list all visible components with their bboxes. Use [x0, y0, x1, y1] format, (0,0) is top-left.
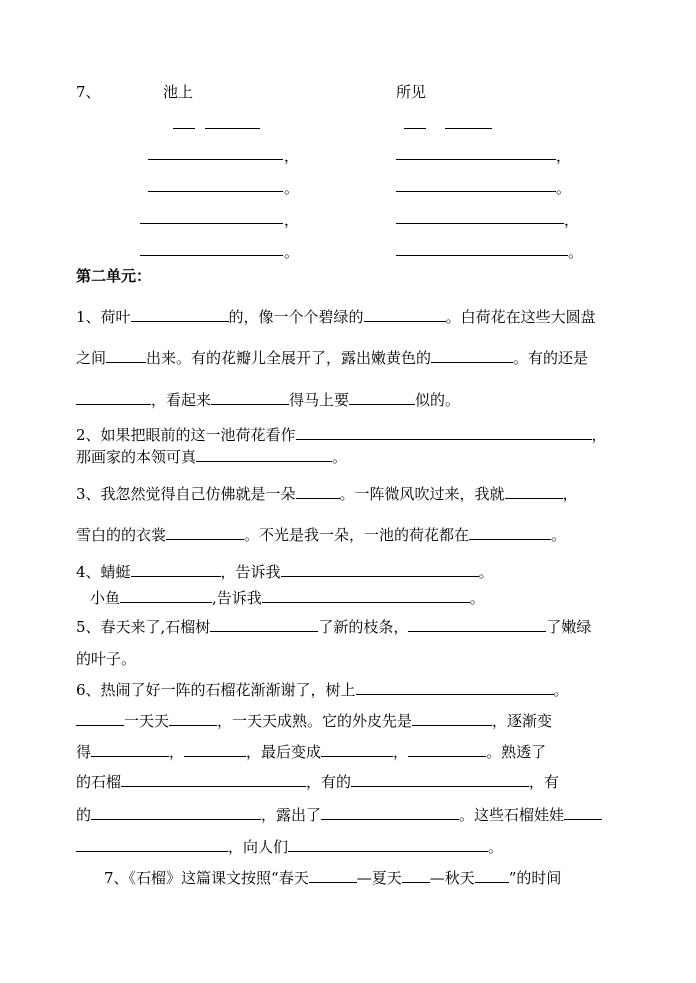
text: 5、春天来了,石榴树 — [76, 618, 211, 636]
q6-line-3 — [76, 742, 546, 762]
blank[interactable] — [76, 711, 124, 726]
q2-line-2 — [76, 447, 347, 467]
poem1-line-3[interactable] — [140, 223, 283, 224]
text: 的 — [76, 806, 92, 824]
text: 。 — [551, 526, 567, 544]
q5-line-2 — [76, 649, 136, 669]
text: 小鱼 — [90, 589, 121, 607]
q1-line-1 — [76, 307, 596, 327]
q3-line-1 — [76, 484, 578, 504]
punct: ， — [564, 211, 580, 229]
q3-line-2 — [76, 525, 566, 545]
text: 的石榴 — [76, 773, 122, 791]
q1-line-3 — [76, 390, 460, 410]
blank[interactable] — [106, 348, 146, 363]
poem2-line-1[interactable] — [396, 159, 556, 160]
text: ，露出了 — [261, 806, 322, 824]
text: 。 — [478, 563, 494, 581]
blank[interactable] — [166, 525, 244, 540]
text: ， — [591, 426, 607, 444]
blank[interactable] — [402, 868, 430, 883]
text: 。 — [469, 589, 485, 607]
text: ，最后变成 — [246, 743, 322, 761]
blank[interactable] — [351, 772, 529, 787]
blank[interactable] — [296, 425, 592, 440]
text: —夏天 — [356, 869, 402, 887]
text: 了新的枝条， — [318, 618, 409, 636]
blank[interactable] — [505, 484, 563, 499]
blank[interactable] — [469, 525, 551, 540]
blank[interactable] — [321, 805, 459, 820]
text: ，有 — [529, 773, 560, 791]
q4-line-1 — [76, 562, 494, 582]
text: 的叶子。 — [76, 650, 137, 668]
q7-line-1 — [104, 868, 561, 888]
blank[interactable] — [296, 484, 340, 499]
blank[interactable] — [196, 447, 332, 462]
author-blank-2[interactable] — [445, 128, 492, 129]
text: 出来。有的花瓣儿全展开了，露出嫩黄色的 — [146, 349, 432, 367]
poem-title-suojian: 所见 — [396, 83, 427, 101]
blank[interactable] — [131, 307, 229, 322]
text: 4、蜻蜓 — [76, 563, 131, 581]
blank[interactable] — [210, 617, 318, 632]
blank[interactable] — [131, 562, 221, 577]
q6-line-6 — [76, 837, 503, 857]
text: 2、如果把眼前的这一池荷花看作 — [76, 426, 296, 444]
text: ，向人们 — [228, 838, 289, 856]
text: 7、《石榴》这篇课文按照“春天 — [104, 869, 309, 887]
punct: ， — [284, 147, 300, 165]
blank[interactable] — [408, 742, 486, 757]
poem2-line-2[interactable] — [396, 191, 556, 192]
text: 。熟透了 — [486, 743, 547, 761]
text: 的，像一个个碧绿的 — [228, 308, 364, 326]
blank[interactable] — [262, 588, 470, 603]
poem1-line-1[interactable] — [148, 159, 283, 160]
text: ”的时间 — [508, 869, 562, 887]
text: 了嫩绿 — [546, 618, 592, 636]
text: 。白荷花在这些大圆盘 — [445, 308, 596, 326]
blank[interactable] — [76, 837, 228, 852]
text: 。有的还是 — [513, 349, 589, 367]
blank[interactable] — [356, 680, 554, 695]
text: 3、我忽然觉得自己仿佛就是一朵 — [76, 485, 296, 503]
blank[interactable] — [121, 772, 306, 787]
blank[interactable] — [349, 390, 415, 405]
punct: ， — [284, 211, 300, 229]
blank[interactable] — [91, 742, 169, 757]
text: ，看起来 — [151, 391, 212, 409]
text: 。不光是我一朵，一池的荷花都在 — [244, 526, 470, 544]
blank[interactable] — [431, 348, 513, 363]
text: ，一天天成熟。它的外皮先是 — [217, 712, 413, 730]
question-number: 7、 — [76, 83, 101, 101]
blank[interactable] — [412, 711, 492, 726]
blank[interactable] — [184, 742, 246, 757]
punct: 。 — [284, 243, 300, 261]
poem2-line-3[interactable] — [396, 223, 564, 224]
q1-line-2 — [76, 348, 588, 368]
punct: 。 — [284, 179, 300, 197]
q6-line-2 — [76, 711, 552, 731]
blank[interactable] — [169, 711, 217, 726]
blank[interactable] — [288, 837, 488, 852]
poem2-line-4[interactable] — [396, 255, 568, 256]
text: 得马上要 — [289, 391, 350, 409]
q4-line-2 — [90, 588, 485, 608]
blank[interactable] — [309, 868, 357, 883]
text: 1、荷叶 — [76, 308, 131, 326]
blank[interactable] — [91, 805, 261, 820]
blank[interactable] — [211, 390, 289, 405]
text: 6、热闹了好一阵的石榴花渐渐谢了，树上 — [76, 681, 356, 699]
dynasty-blank-2[interactable] — [404, 128, 426, 129]
blank[interactable] — [76, 390, 151, 405]
text: ，告诉我 — [220, 563, 281, 581]
text: 一天天 — [124, 712, 170, 730]
text: 得 — [76, 743, 92, 761]
text: ， — [562, 485, 578, 503]
blank[interactable] — [321, 742, 393, 757]
poem1-line-4[interactable] — [140, 255, 283, 256]
text: 。 — [332, 448, 348, 466]
q2-line-1 — [76, 425, 607, 445]
text: —秋天 — [429, 869, 475, 887]
text: 。 — [553, 681, 569, 699]
q6-line-5 — [76, 805, 602, 825]
author-blank-1[interactable] — [205, 128, 260, 129]
text: 似的。 — [415, 391, 461, 409]
dynasty-blank-1[interactable] — [173, 128, 195, 129]
blank[interactable] — [120, 588, 212, 603]
text: 之间 — [76, 349, 107, 367]
punct: 。 — [556, 179, 572, 197]
poem1-line-2[interactable] — [148, 191, 283, 192]
punct: 。 — [568, 243, 584, 261]
text: ，逐渐变 — [492, 712, 553, 730]
blank[interactable] — [475, 868, 509, 883]
text: ， — [393, 743, 409, 761]
text: 。这些石榴娃娃 — [459, 806, 565, 824]
q6-line-4 — [76, 772, 559, 792]
text: 那画家的本领可真 — [76, 448, 197, 466]
text: 。 — [488, 838, 504, 856]
text: 雪白的的衣裳 — [76, 526, 167, 544]
blank[interactable] — [564, 805, 602, 820]
text: 。一阵微风吹过来，我就 — [339, 485, 505, 503]
text: ，有的 — [306, 773, 352, 791]
section-heading: 第二单元： — [76, 267, 152, 285]
blank[interactable] — [364, 307, 446, 322]
punct: ， — [556, 147, 572, 165]
q5-line-1 — [76, 617, 591, 637]
q6-line-1 — [76, 680, 569, 700]
text: ， — [169, 743, 185, 761]
text: ,告诉我 — [212, 589, 262, 607]
blank[interactable] — [281, 562, 479, 577]
poem-title-chishang: 池上 — [163, 83, 194, 101]
blank[interactable] — [408, 617, 546, 632]
